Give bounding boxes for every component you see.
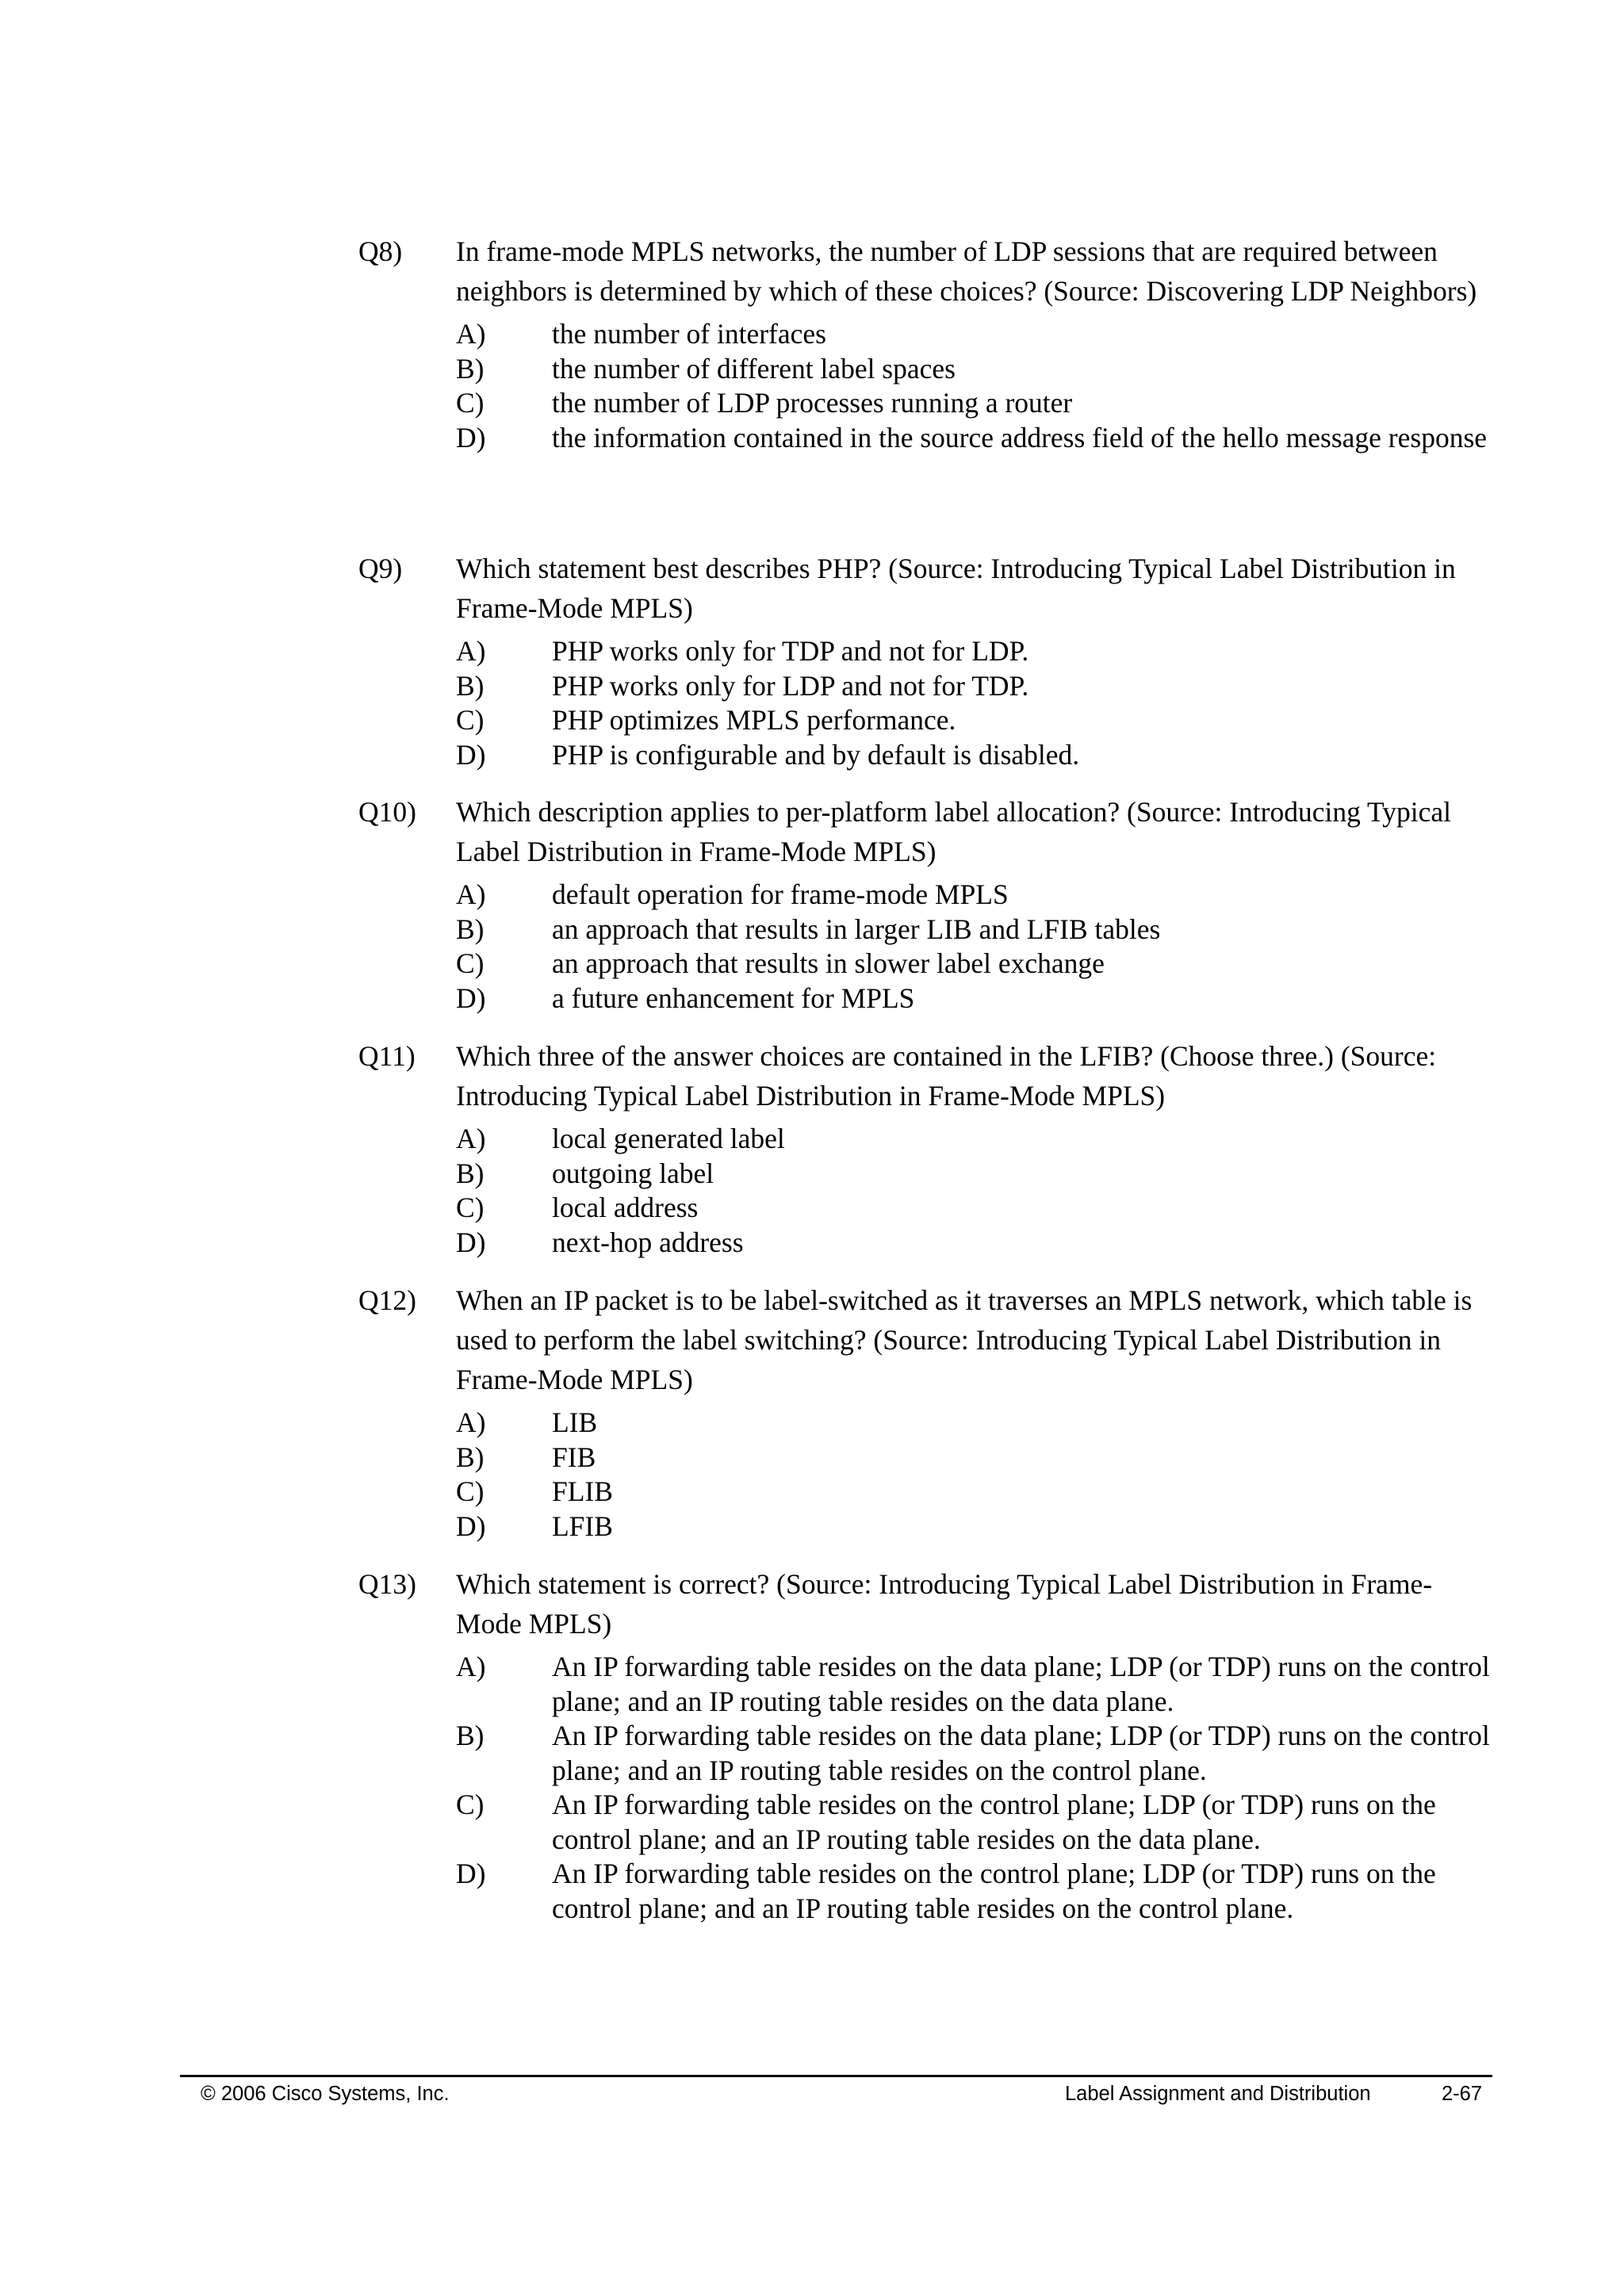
answer-options <box>456 634 1492 772</box>
footer-copyright: © 2006 Cisco Systems, Inc. <box>201 2083 450 2105</box>
option-text: local address <box>552 1192 699 1223</box>
answer-option <box>456 1719 1492 1788</box>
answer-option <box>456 738 1492 773</box>
answer-option <box>456 1122 1492 1157</box>
question-stem: Which statement best describes PHP? (Source: Introducing Typical Label Distribution in Frame-Mode MPLS) <box>456 553 1456 624</box>
option-letter: C) <box>456 704 485 736</box>
answer-option <box>456 386 1492 421</box>
question-q11 <box>358 1036 1492 1260</box>
option-text: an approach that results in larger LIB and LFIB tables <box>552 913 1161 945</box>
option-letter: B) <box>456 669 485 702</box>
option-text: the information contained in the source address field of the hello message response <box>552 421 1488 453</box>
answer-option <box>456 1510 1492 1544</box>
option-text: LIB <box>552 1406 598 1438</box>
question-q9 <box>358 549 1492 772</box>
footer-section-title: Label Assignment and Distribution <box>1065 2083 1371 2105</box>
option-text: outgoing label <box>552 1157 714 1189</box>
option-text: the number of different label spaces <box>552 352 956 385</box>
option-letter: C) <box>456 1475 485 1507</box>
question-number: Q8) <box>358 235 403 267</box>
answer-option <box>456 1650 1492 1719</box>
question-stem: Which statement is correct? (Source: Introducing Typical Label Distribution in Frame-Mode MPLS) <box>456 1568 1433 1640</box>
answer-options <box>456 1122 1492 1260</box>
answer-option <box>456 317 1492 352</box>
option-letter: A) <box>456 878 486 910</box>
answer-option <box>456 1788 1492 1857</box>
option-text: FLIB <box>552 1475 613 1507</box>
answer-options <box>456 1650 1492 1926</box>
answer-options <box>456 878 1492 1016</box>
question-number: Q9) <box>358 553 403 584</box>
answer-option <box>456 634 1492 669</box>
option-letter: B) <box>456 1720 485 1751</box>
answer-option <box>456 1406 1492 1441</box>
question-number: Q13) <box>358 1568 416 1600</box>
option-letter: B) <box>456 1157 485 1189</box>
question-number: Q10) <box>358 796 416 828</box>
option-text: An IP forwarding table resides on the data plane; LDP (or TDP) runs on the control plane; and an IP routing table resides on the data plane. <box>552 1651 1490 1717</box>
option-text: the number of LDP processes running a router <box>552 387 1073 419</box>
option-letter: C) <box>456 1789 485 1820</box>
option-letter: D) <box>456 738 486 771</box>
answer-option <box>456 1441 1492 1475</box>
question-stem: When an IP packet is to be label-switched as it traverses an MPLS network, which table is used to perform the label switching? (Source: Introducing Typical Label Distribution in Frame-Mode MPLS) <box>456 1284 1473 1395</box>
question-stem: Which description applies to per-platform label allocation? (Source: Introducing Typical Label Distribution in Frame-Mode MPLS) <box>456 796 1451 867</box>
option-letter: A) <box>456 1651 486 1682</box>
answer-option <box>456 703 1492 738</box>
answer-option <box>456 352 1492 387</box>
option-text: LFIB <box>552 1510 613 1542</box>
footer-page-number: 2-67 <box>1442 2083 1483 2105</box>
answer-option <box>456 1191 1492 1226</box>
option-text: the number of interfaces <box>552 318 826 350</box>
option-letter: C) <box>456 947 485 979</box>
question-q8 <box>358 232 1492 455</box>
answer-options <box>456 1406 1492 1544</box>
answer-option <box>456 1226 1492 1261</box>
answer-option <box>456 982 1492 1016</box>
question-number: Q11) <box>358 1040 416 1072</box>
option-letter: A) <box>456 318 486 350</box>
option-letter: D) <box>456 1226 486 1258</box>
option-letter: A) <box>456 1406 486 1438</box>
option-text: An IP forwarding table resides on the data plane; LDP (or TDP) runs on the control plane; and an IP routing table resides on the control plane. <box>552 1720 1490 1786</box>
question-q12 <box>358 1280 1492 1544</box>
answer-options <box>456 317 1492 455</box>
question-q10 <box>358 792 1492 1016</box>
option-text: a future enhancement for MPLS <box>552 982 915 1014</box>
option-text: an approach that results in slower label exchange <box>552 947 1105 979</box>
question-q13 <box>358 1564 1492 1926</box>
option-letter: B) <box>456 1441 485 1473</box>
option-text: FIB <box>552 1441 596 1473</box>
question-stem: Which three of the answer choices are contained in the LFIB? (Choose three.) (Source: Introducing Typical Label Distribution in Frame-Mode MPLS) <box>456 1040 1437 1112</box>
answer-option <box>456 1157 1492 1192</box>
option-text: local generated label <box>552 1123 785 1154</box>
footer-divider <box>180 2075 1492 2077</box>
option-letter: C) <box>456 1192 485 1223</box>
option-text: PHP optimizes MPLS performance. <box>552 704 956 736</box>
option-letter: B) <box>456 913 485 945</box>
option-text: next-hop address <box>552 1226 744 1258</box>
option-letter: D) <box>456 1510 486 1542</box>
option-letter: D) <box>456 1858 486 1889</box>
option-text: default operation for frame-mode MPLS <box>552 878 1009 910</box>
answer-option <box>456 947 1492 982</box>
option-text: An IP forwarding table resides on the control plane; LDP (or TDP) runs on the control plane; and an IP routing table resides on the data plane. <box>552 1789 1436 1855</box>
option-letter: C) <box>456 387 485 419</box>
answer-option <box>456 1857 1492 1926</box>
option-letter: D) <box>456 421 486 453</box>
option-text: An IP forwarding table resides on the control plane; LDP (or TDP) runs on the control plane; and an IP routing table resides on the control plane. <box>552 1858 1436 1924</box>
option-letter: A) <box>456 1123 486 1154</box>
answer-option <box>456 1475 1492 1510</box>
answer-option <box>456 421 1492 456</box>
option-text: PHP works only for LDP and not for TDP. <box>552 669 1029 702</box>
option-text: PHP works only for TDP and not for LDP. <box>552 635 1029 667</box>
question-stem: In frame-mode MPLS networks, the number of LDP sessions that are required between neighbors is determined by which of these choices? (Source: Discovering LDP Neighbors) <box>456 235 1477 307</box>
option-letter: B) <box>456 352 485 385</box>
option-letter: D) <box>456 982 486 1014</box>
answer-option <box>456 878 1492 913</box>
question-number: Q12) <box>358 1284 416 1316</box>
option-letter: A) <box>456 635 486 667</box>
option-text: PHP is configurable and by default is disabled. <box>552 738 1080 771</box>
answer-option <box>456 913 1492 947</box>
answer-option <box>456 669 1492 704</box>
